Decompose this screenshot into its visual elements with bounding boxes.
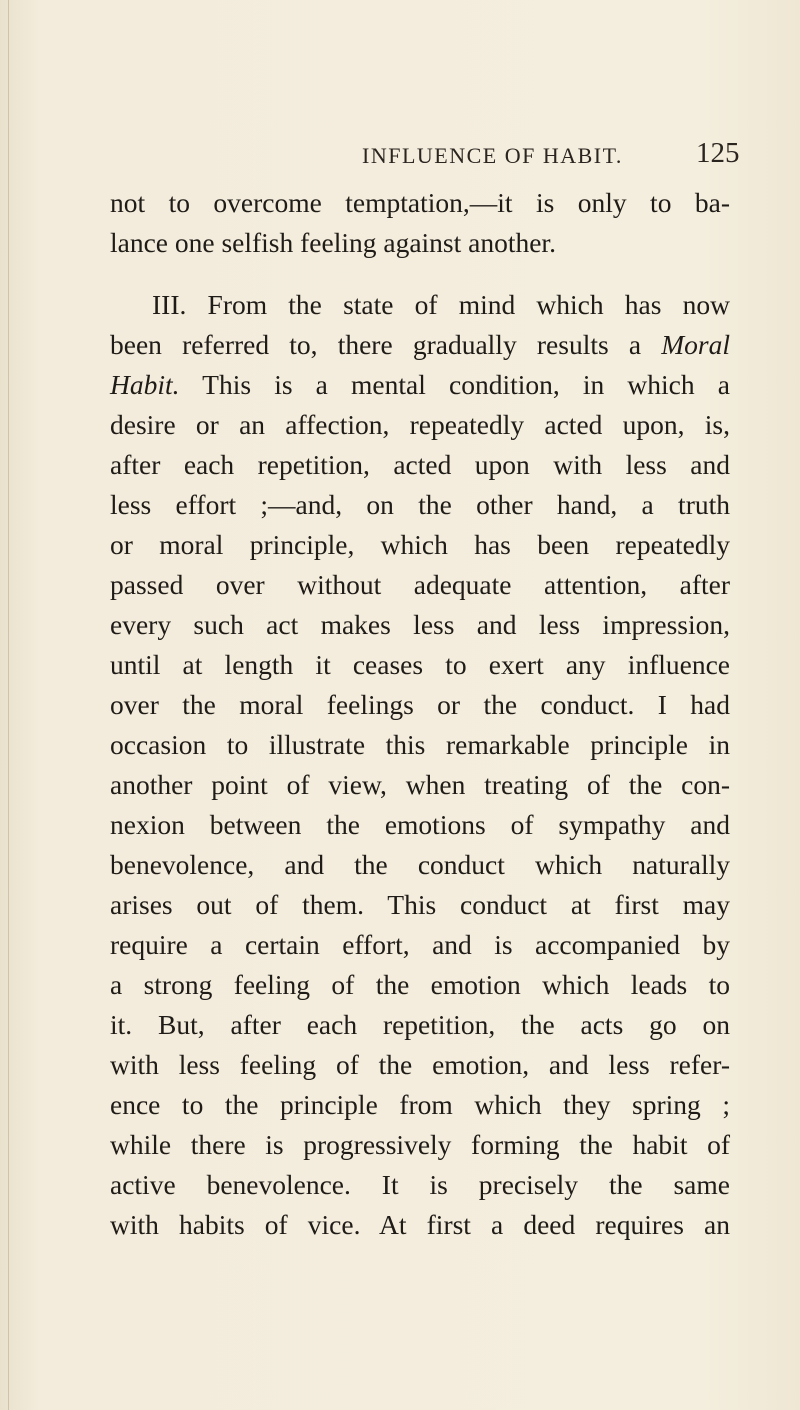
italic-term-moral: Moral <box>661 329 730 360</box>
text-line: with less feeling of the emotion, and less refer- <box>110 1049 730 1080</box>
text-line: after each repetition, acted upon with less and <box>110 449 730 480</box>
text-line: require a certain effort, and is accompanied by <box>110 929 730 960</box>
text-line <box>110 365 730 405</box>
page-gutter-edge <box>8 0 9 1410</box>
text-line: active benevolence. It is precisely the same <box>110 1169 730 1200</box>
text-line: with habits of vice. At first a deed requires an <box>110 1209 730 1240</box>
body-text <box>110 183 730 1245</box>
text-line: occasion to illustrate this remarkable principle in <box>110 729 730 760</box>
text-run: This is a mental condition, in which a <box>179 369 730 400</box>
text-line: lance one selfish feeling against another. <box>110 227 556 258</box>
text-line: III. From the state of mind which has now <box>152 289 730 320</box>
text-line: passed over without adequate attention, after <box>110 569 730 600</box>
text-line: nexion between the emotions of sympathy and <box>110 809 730 840</box>
text-line: over the moral feelings or the conduct. I had <box>110 689 730 720</box>
running-head <box>0 137 800 173</box>
italic-term-habit: Habit. <box>110 369 180 400</box>
page-number: 125 <box>696 137 740 169</box>
text-line: until at length it ceases to exert any influence <box>110 649 730 680</box>
text-line: ence to the principle from which they spring ; <box>110 1089 730 1120</box>
text-line <box>110 325 730 365</box>
text-run: been referred to, there gradually results a <box>110 329 662 360</box>
text-line: it. But, after each repetition, the acts go on <box>110 1009 730 1040</box>
running-title: INFLUENCE OF HABIT. <box>362 143 623 168</box>
paragraph-gap <box>110 263 730 285</box>
text-line: or moral principle, which has been repeatedly <box>110 529 730 560</box>
text-line: while there is progressively forming the habit of <box>110 1129 730 1160</box>
text-line: benevolence, and the conduct which naturally <box>110 849 730 880</box>
text-line: a strong feeling of the emotion which leads to <box>110 969 730 1000</box>
text-line: not to overcome temptation,—it is only to ba- <box>110 187 730 218</box>
text-line: every such act makes less and less impression, <box>110 609 730 640</box>
text-line: another point of view, when treating of the con- <box>110 769 730 800</box>
text-line: less effort ;—and, on the other hand, a truth <box>110 489 730 520</box>
text-line: arises out of them. This conduct at first may <box>110 889 730 920</box>
text-line: desire or an affection, repeatedly acted upon, is, <box>110 409 730 440</box>
